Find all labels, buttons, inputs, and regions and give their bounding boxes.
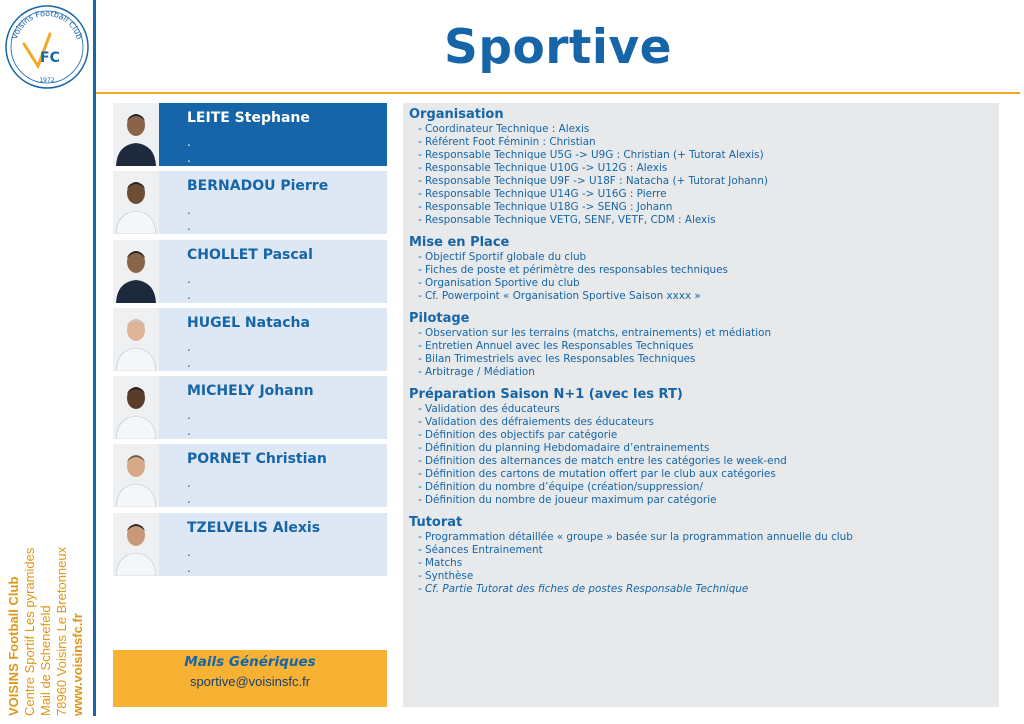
section-pilotage: [409, 311, 993, 379]
generic-mail-link[interactable]: sportive@voisinsfc.fr: [189, 674, 311, 689]
staff-detail-2: .: [187, 287, 191, 302]
generic-mails-box: [113, 650, 387, 707]
list-item: - Responsable Technique VETG, SENF, VETF, CDM : Alexis: [418, 214, 716, 226]
staff-detail-2: .: [187, 492, 191, 507]
list-item: - Programmation détaillée « groupe » basée sur la programmation annuelle du club: [418, 531, 853, 543]
club-logo: [4, 4, 90, 90]
section-mise-en-place: [409, 235, 993, 303]
header-divider: [96, 92, 1020, 94]
list-item: - Définition des cartons de mutation offert par le club aux catégories: [418, 468, 776, 480]
section-items: [409, 531, 993, 596]
staff-photo: [113, 513, 159, 576]
list-item: - Définition du nombre d’équipe (création/suppression/: [418, 481, 703, 493]
list-item: - Cf. Powerpoint « Organisation Sportive Saison xxxx »: [418, 290, 701, 302]
section-title: Tutorat: [409, 515, 463, 530]
svg-text:1972: 1972: [39, 77, 55, 84]
list-item: - Responsable Technique U10G -> U12G : Alexis: [418, 162, 668, 174]
staff-name: HUGEL Natacha: [187, 314, 310, 331]
list-item: - Validation des défraiements des éducateurs: [418, 416, 654, 428]
staff-photo: [113, 103, 159, 166]
list-item: - Responsable Technique U9F -> U18F : Natacha (+ Tutorat Johann): [418, 175, 768, 187]
staff-detail-1: .: [187, 476, 191, 491]
list-item: - Définition des alternances de match entre les catégories le week-end: [418, 455, 787, 467]
list-item-reference: - Cf. Partie Tutorat des fiches de postes Responsable Technique: [418, 583, 749, 595]
staff-detail-1: .: [187, 408, 191, 423]
address-line-2: Mail de Schenefeld: [38, 605, 53, 716]
content-panel: [403, 103, 999, 707]
section-organisation: [409, 107, 993, 227]
list-item: - Validation des éducateurs: [418, 403, 560, 415]
staff-name: MICHELY Johann: [187, 383, 314, 400]
staff-card[interactable]: [113, 376, 387, 439]
list-item: - Définition du nombre de joueur maximum par catégorie: [418, 494, 717, 506]
staff-card[interactable]: [113, 103, 387, 166]
staff-name: LEITE Stephane: [187, 110, 310, 126]
section-items: [409, 123, 993, 227]
staff-photo: [113, 376, 159, 439]
section-title: Organisation: [409, 107, 504, 122]
section-title: Préparation Saison N+1 (avec les RT): [409, 387, 683, 402]
club-address-block: [6, 516, 86, 716]
staff-list: [113, 103, 387, 581]
section-title: Pilotage: [409, 311, 470, 326]
list-item: - Référent Foot Féminin : Christian: [418, 136, 596, 148]
list-item: - Responsable Technique U14G -> U16G : Pierre: [418, 188, 667, 200]
section-title: Mise en Place: [409, 235, 510, 250]
staff-card[interactable]: [113, 171, 387, 234]
staff-detail-1: .: [187, 203, 191, 218]
staff-name: PORNET Christian: [187, 451, 327, 468]
section-preparation-saison: [409, 387, 993, 507]
staff-card[interactable]: [113, 513, 387, 576]
list-item: - Responsable Technique U18G -> SENG : Johann: [418, 201, 673, 213]
staff-detail-1: .: [187, 339, 191, 354]
staff-name: TZELVELIS Alexis: [187, 519, 321, 536]
section-items: [409, 327, 993, 379]
svg-text:Voisins Football Club: Voisins Football Club: [10, 8, 84, 41]
staff-detail-2: .: [187, 151, 191, 165]
staff-detail-1: .: [187, 544, 191, 559]
section-tutorat: [409, 515, 993, 596]
section-items: [409, 403, 993, 507]
list-item: - Objectif Sportif globale du club: [418, 251, 587, 263]
list-item: - Entretien Annuel avec les Responsables Techniques: [418, 340, 694, 352]
list-item: - Définition des objectifs par catégorie: [418, 429, 618, 441]
section-items: [409, 251, 993, 303]
list-item: - Organisation Sportive du club: [418, 277, 580, 289]
list-item: - Séances Entrainement: [418, 544, 543, 556]
staff-photo: [113, 308, 159, 371]
staff-photo: [113, 444, 159, 507]
list-item: - Fiches de poste et périmètre des responsables techniques: [418, 264, 728, 276]
list-item: - Coordinateur Technique : Alexis: [418, 123, 590, 135]
list-item: - Matchs: [418, 557, 463, 569]
generic-mails-title: Mails Génériques: [184, 654, 316, 670]
list-item: - Bilan Trimestriels avec les Responsables Techniques: [418, 353, 696, 365]
club-website-link[interactable]: www.voisinsfc.fr: [70, 613, 85, 716]
list-item: - Arbitrage / Médiation: [418, 366, 535, 378]
list-item: - Responsable Technique U5G -> U9G : Christian (+ Tutorat Alexis): [418, 149, 764, 161]
staff-detail-2: .: [187, 560, 191, 575]
page-title: Sportive: [443, 20, 673, 75]
staff-name: BERNADOU Pierre: [187, 178, 329, 195]
staff-detail-1: .: [187, 271, 191, 286]
club-name: VOISINS Football Club: [6, 576, 21, 716]
staff-name: CHOLLET Pascal: [187, 246, 313, 263]
staff-card[interactable]: [113, 308, 387, 371]
staff-card[interactable]: [113, 240, 387, 303]
staff-detail-2: .: [187, 355, 191, 370]
list-item: - Définition du planning Hebdomadaire d’entrainements: [418, 442, 710, 454]
staff-card[interactable]: [113, 444, 387, 507]
staff-detail-2: .: [187, 424, 191, 439]
staff-photo: [113, 171, 159, 234]
vertical-divider: [93, 0, 96, 716]
staff-detail-1: .: [187, 135, 191, 149]
svg-text:FC: FC: [40, 50, 60, 66]
list-item: - Observation sur les terrains (matchs, entrainements) et médiation: [418, 327, 772, 339]
address-line-1: Centre Sportif Les pyramides: [22, 547, 37, 716]
staff-photo: [113, 240, 159, 303]
list-item: - Synthèse: [418, 570, 474, 582]
staff-detail-2: .: [187, 219, 191, 234]
address-line-3: 78960 Voisins Le Bretonneux: [54, 546, 69, 716]
